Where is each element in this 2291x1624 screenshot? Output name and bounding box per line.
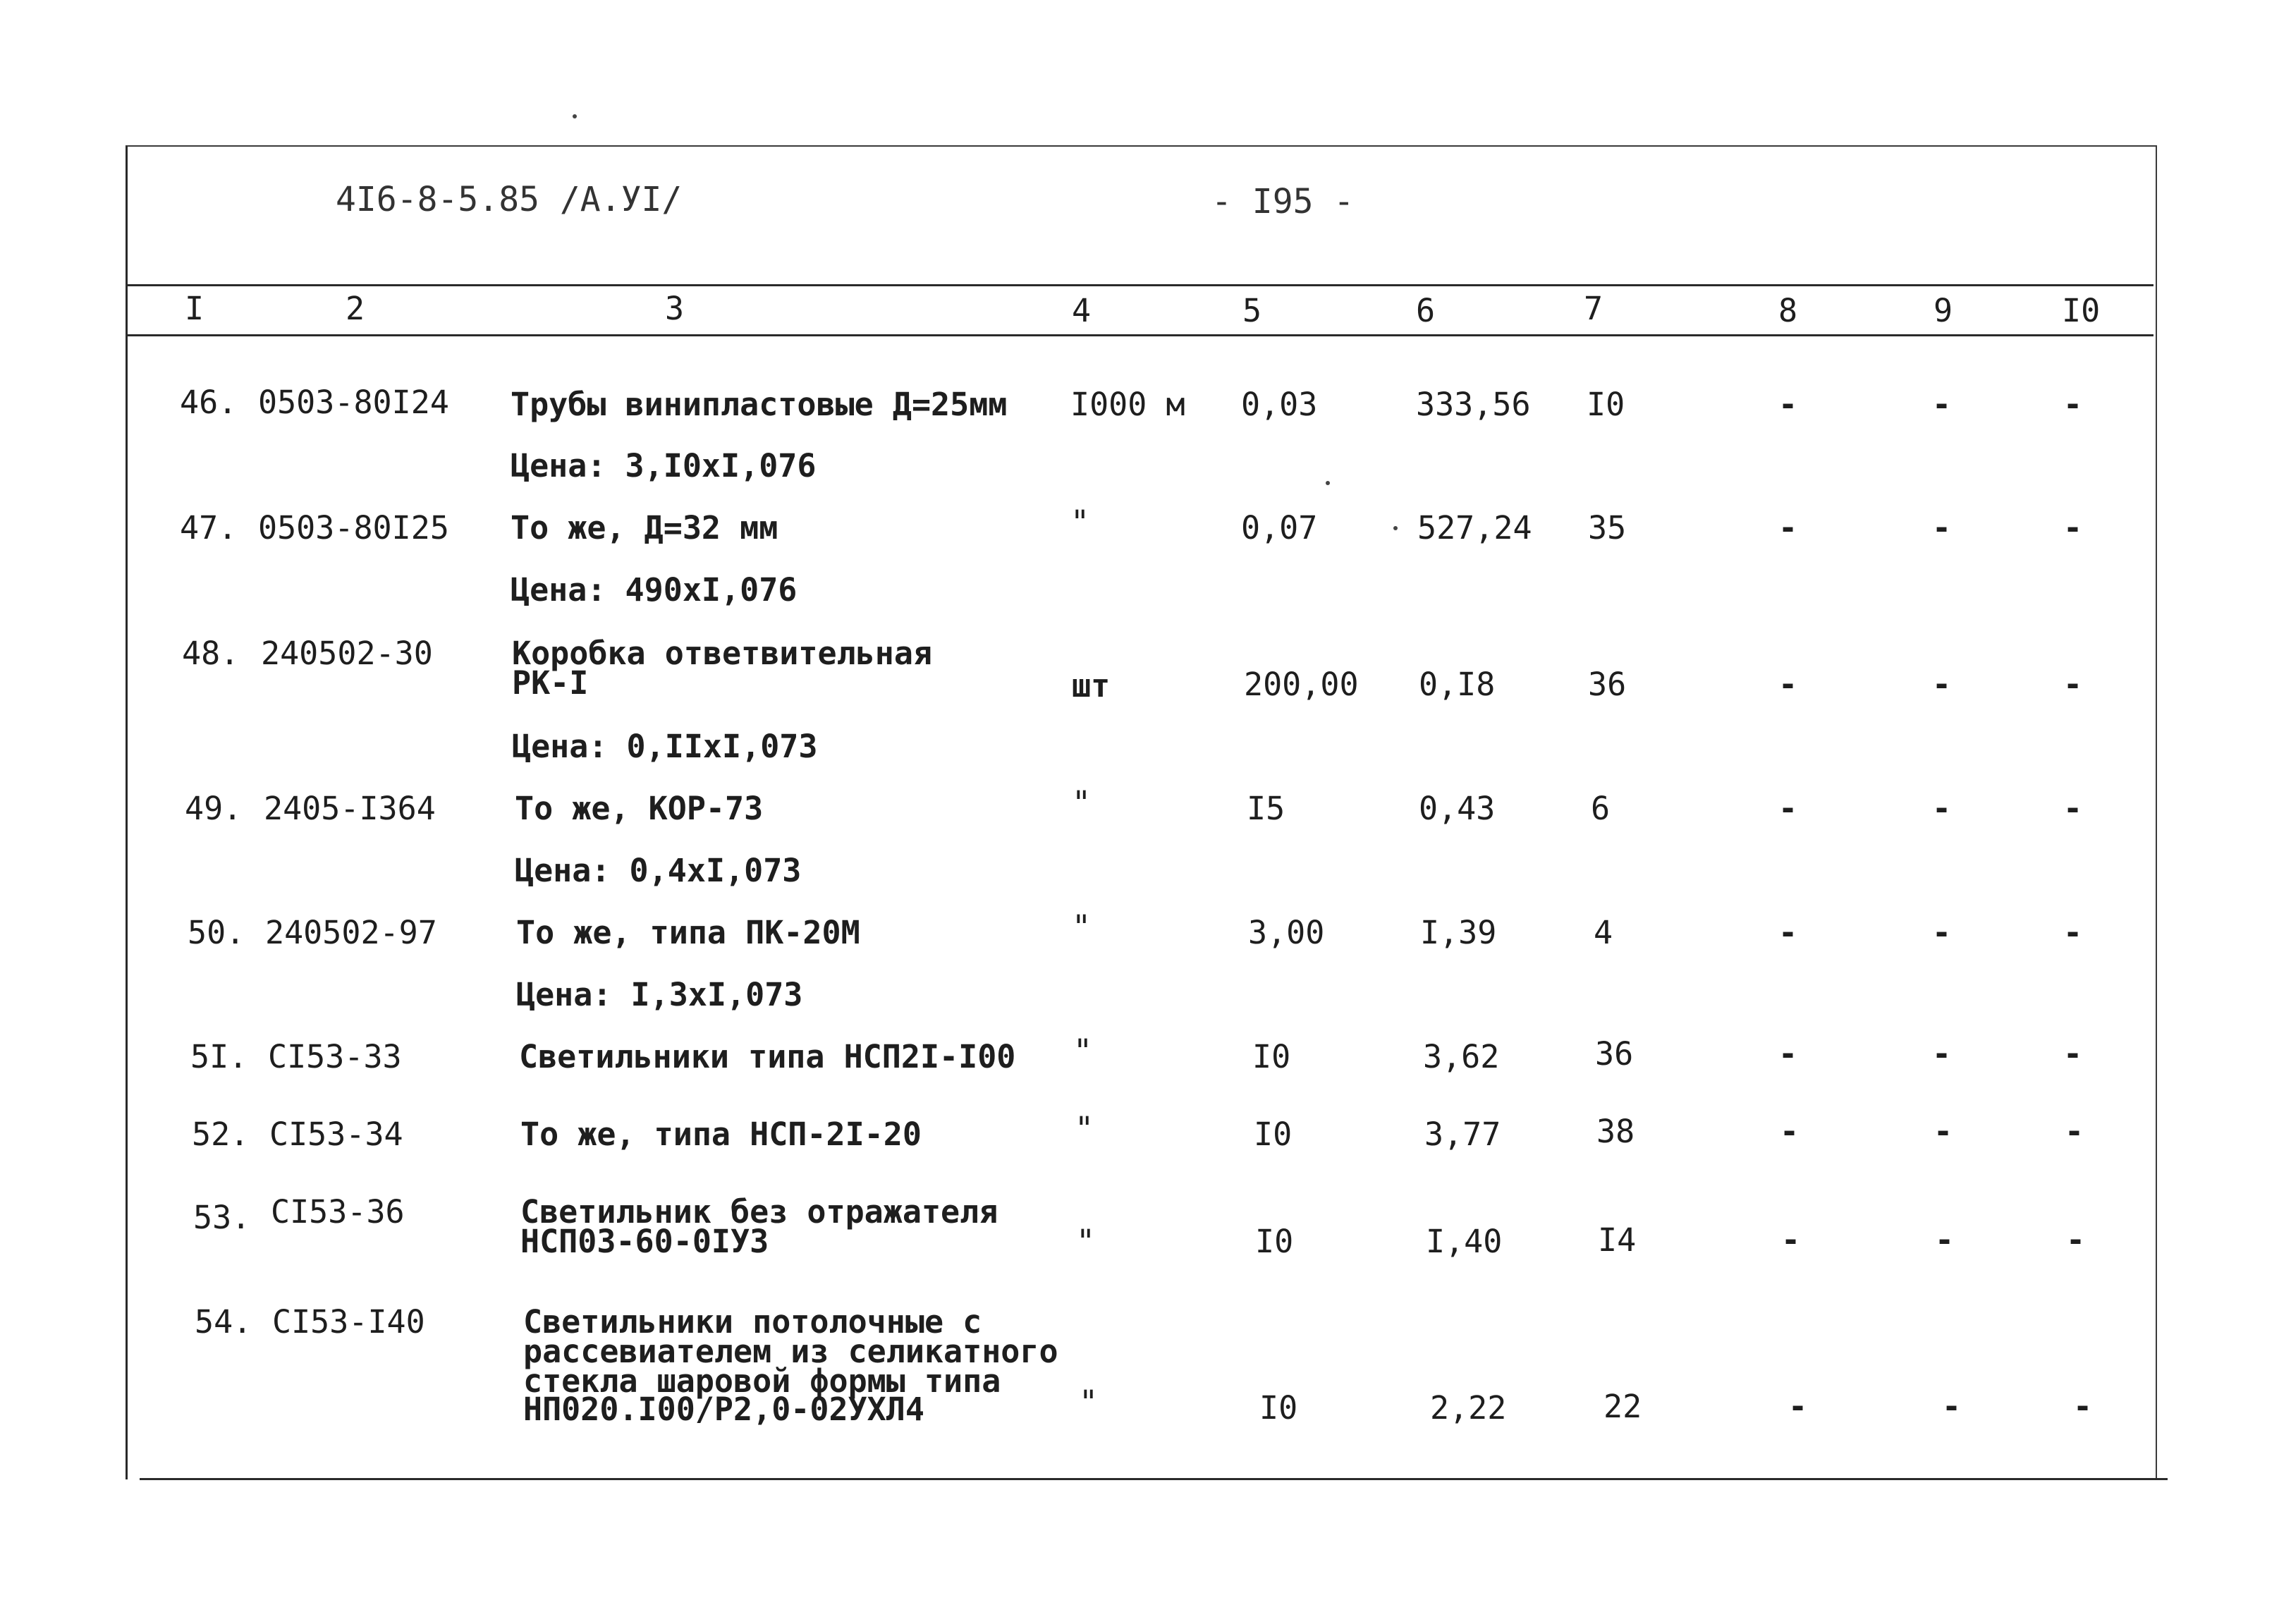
item-name: То же, типа НСП-2I-20: [520, 1116, 922, 1153]
col8-value: -: [1780, 1113, 1800, 1150]
col8-value: -: [1781, 1221, 1801, 1259]
col9-value: -: [1932, 1035, 1952, 1073]
col6-value: I,39: [1420, 914, 1497, 951]
col7-value: 22: [1603, 1388, 1642, 1425]
table-bottom-rule: [140, 1478, 2168, 1480]
col10-value: -: [2063, 509, 2083, 547]
item-unit: ": [1070, 503, 1090, 541]
item-unit: ": [1076, 1223, 1096, 1260]
item-price: Цена: 0,IIхI,073: [512, 728, 818, 765]
col6-value: 0,I8: [1419, 666, 1496, 703]
col9-value: -: [1932, 914, 1952, 951]
item-name: То же, Д=32 мм: [511, 509, 778, 547]
row-number: 54.: [195, 1303, 252, 1341]
item-unit: I000 м: [1070, 386, 1185, 423]
document-code: 4I6-8-5.85 /А.УI/: [336, 180, 683, 219]
item-name: Коробка ответвительная: [512, 635, 933, 672]
col8-value: -: [1778, 790, 1798, 827]
col5-value: 3,00: [1248, 914, 1325, 951]
col10-value: -: [2065, 1113, 2084, 1150]
col10-value: -: [2063, 1035, 2083, 1073]
row-number: 52.: [192, 1116, 250, 1153]
item-price: Цена: I,3хI,073: [516, 976, 803, 1013]
col5-value: 0,03: [1241, 386, 1318, 423]
row-number: 48.: [182, 635, 240, 672]
item-unit: ": [1073, 1032, 1093, 1070]
col7-value: 35: [1588, 509, 1627, 547]
item-price: Цена: 3,I0хI,076: [511, 447, 817, 484]
col9-value: -: [1932, 790, 1952, 827]
item-code: CI53-I40: [272, 1303, 425, 1341]
col6-value: 527,24: [1417, 509, 1532, 547]
col10-value: -: [2066, 1221, 2086, 1259]
column-header-4: 4: [1072, 292, 1092, 329]
item-code: 2405-I364: [264, 790, 436, 827]
col10-value: -: [2063, 666, 2083, 703]
header-top-rule: [126, 284, 2153, 286]
col8-value: -: [1778, 1035, 1798, 1073]
scan-speck: [1326, 481, 1330, 485]
col8-value: -: [1778, 386, 1798, 423]
col6-value: 3,77: [1424, 1116, 1501, 1153]
item-name: стекла шаровой формы типа: [523, 1362, 1001, 1400]
column-header-8: 8: [1778, 292, 1798, 329]
col7-value: I4: [1598, 1221, 1637, 1259]
col8-value: -: [1778, 914, 1798, 951]
column-header-1: I: [185, 290, 204, 327]
col5-value: I0: [1255, 1223, 1294, 1260]
item-code: 240502-30: [261, 635, 433, 672]
item-code: CI53-34: [269, 1116, 403, 1153]
item-code: 0503-80I24: [258, 384, 449, 421]
column-header-9: 9: [1933, 292, 1953, 329]
item-price: Цена: 0,4хI,073: [515, 852, 802, 889]
item-name: рассевиателем из селикатного: [523, 1333, 1058, 1370]
item-code: 240502-97: [265, 914, 437, 951]
col10-value: -: [2063, 386, 2083, 423]
item-name: То же, КОР-73: [515, 790, 764, 827]
item-unit: ": [1072, 908, 1092, 946]
column-header-2: 2: [346, 290, 365, 327]
row-number: 53.: [193, 1199, 251, 1236]
col9-value: -: [1933, 1113, 1953, 1150]
scan-speck: [1393, 526, 1398, 530]
col5-value: I0: [1252, 1038, 1291, 1075]
col6-value: 3,62: [1423, 1038, 1500, 1075]
col7-value: 38: [1596, 1113, 1635, 1150]
item-name: РК-I: [512, 664, 589, 702]
col7-value: 4: [1594, 914, 1613, 951]
col6-value: 2,22: [1430, 1389, 1507, 1427]
item-name: Трубы винипластовые Д=25мм: [511, 386, 1008, 423]
item-name: НП020.I00/Р2,0-02УХЛ4: [523, 1391, 924, 1428]
item-unit: ": [1072, 784, 1092, 822]
col9-value: -: [1932, 386, 1952, 423]
header-bottom-rule: [126, 334, 2153, 336]
column-header-7: 7: [1584, 290, 1603, 327]
item-name: Светильники потолочные с: [523, 1303, 982, 1341]
page-number: - I95 -: [1211, 182, 1355, 221]
col5-value: 200,00: [1244, 666, 1359, 703]
item-price: Цена: 490хI,076: [511, 571, 798, 609]
col10-value: -: [2063, 914, 2083, 951]
col10-value: -: [2073, 1388, 2093, 1425]
item-code: CI53-36: [271, 1193, 405, 1231]
col5-value: I0: [1259, 1389, 1298, 1427]
column-header-6: 6: [1416, 292, 1436, 329]
scan-speck: [573, 114, 577, 118]
col9-value: -: [1932, 509, 1952, 547]
col9-value: -: [1932, 666, 1952, 703]
row-number: 46.: [180, 384, 238, 421]
row-number: 49.: [185, 790, 243, 827]
col9-value: -: [1942, 1388, 1962, 1425]
column-header-5: 5: [1242, 292, 1262, 329]
col8-value: -: [1778, 509, 1798, 547]
item-name: Светильник без отражателя: [520, 1193, 998, 1231]
item-code: 0503-80I25: [258, 509, 449, 547]
col5-value: I5: [1247, 790, 1285, 827]
col5-value: I0: [1254, 1116, 1293, 1153]
item-name: Светильники типа НСП2I-I00: [519, 1038, 1016, 1075]
col6-value: 333,56: [1416, 386, 1531, 423]
row-number: 50.: [188, 914, 245, 951]
item-name: НСП03-60-0IУ3: [520, 1223, 769, 1260]
item-unit: шт: [1072, 667, 1111, 704]
col5-value: 0,07: [1241, 509, 1318, 547]
col10-value: -: [2063, 790, 2083, 827]
col7-value: 6: [1591, 790, 1611, 827]
item-code: CI53-33: [268, 1038, 402, 1075]
col6-value: 0,43: [1419, 790, 1496, 827]
row-number: 47.: [180, 509, 238, 547]
column-header-10: I0: [2062, 292, 2101, 329]
col6-value: I,40: [1426, 1223, 1503, 1260]
item-unit: ": [1079, 1384, 1099, 1421]
col8-value: -: [1778, 666, 1798, 703]
column-header-3: 3: [665, 290, 685, 327]
col7-value: 36: [1595, 1035, 1634, 1073]
item-unit: ": [1075, 1110, 1094, 1147]
col8-value: -: [1788, 1388, 1808, 1425]
item-name: То же, типа ПК-20М: [516, 914, 860, 951]
col9-value: -: [1935, 1221, 1955, 1259]
col7-value: I0: [1587, 386, 1625, 423]
col7-value: 36: [1588, 666, 1627, 703]
row-number: 5I.: [190, 1038, 248, 1075]
